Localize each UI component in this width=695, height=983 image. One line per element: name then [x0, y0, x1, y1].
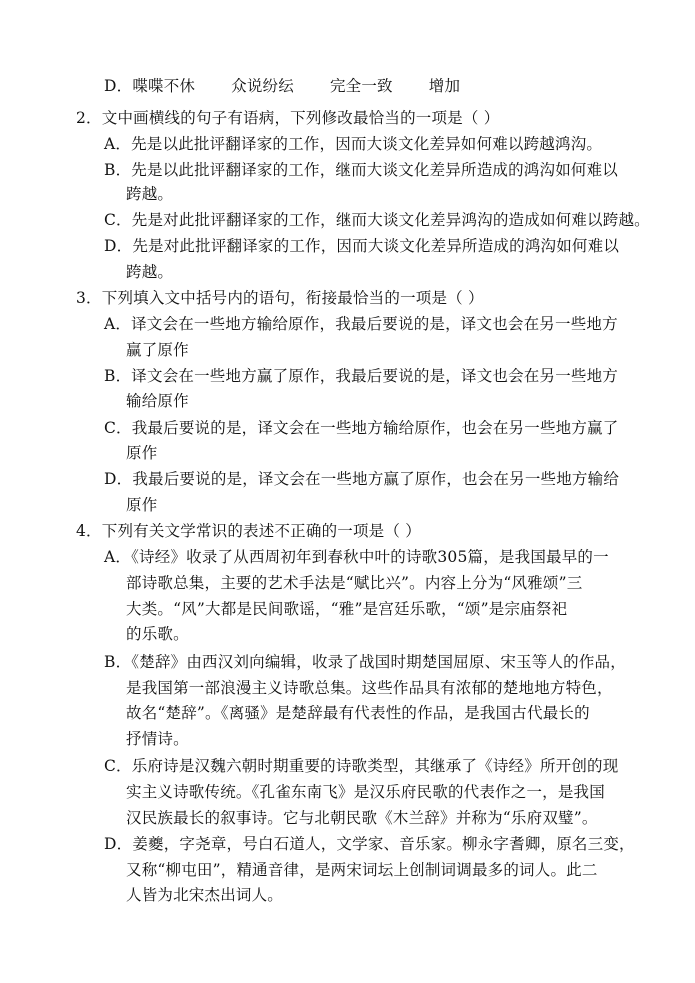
q4-option-a-line2: 部诗歌总集，主要的艺术手法是“赋比兴”。内容上分为“风雅颂”三	[126, 574, 583, 592]
q4-option-c-line3: 汉民族最长的叙事诗。它与北朝民歌《木兰辞》并称为“乐府双璧”。	[126, 809, 598, 827]
q4-option-b-line1: B．《楚辞》由西汉刘向编辑，收录了战国时期楚国屈原、宋玉等人的作品，	[104, 653, 626, 671]
q4-option-c-line1: C．乐府诗是汉魏六朝时期重要的诗歌类型，其继承了《诗经》所开创的现	[104, 757, 619, 775]
q3-option-c-line2: 原作	[126, 444, 158, 462]
q1-option-d-label: D．	[104, 77, 133, 95]
q4-option-b-line2: 是我国第一部浪漫主义诗歌总集。这些作品具有浓郁的楚地地方特色，	[126, 679, 613, 697]
q3-option-b-line1: B．译文会在一些地方赢了原作，我最后要说的是，译文也会在另一些地方	[104, 367, 618, 385]
q2-option-b-line1: B．先是以此批评翻译家的工作，继而大谈文化差异所造成的鸿沟如何难以	[104, 161, 618, 179]
q3-option-c-line1: C．我最后要说的是，译文会在一些地方输给原作，也会在另一些地方赢了	[104, 419, 619, 437]
q2-option-d-line2: 跨越。	[126, 263, 174, 281]
q3-option-d-line1: D．我最后要说的是，译文会在一些地方赢了原作，也会在另一些地方输给	[104, 470, 620, 488]
q4-option-b-line3: 故名“楚辞”。《离骚》是楚辞最有代表性的作品，是我国古代最长的	[126, 704, 590, 722]
q2-option-d-line1: D．先是对此批评翻译家的工作，因而大谈文化差异所造成的鸿沟如何难以	[104, 237, 620, 255]
q3-option-b-line2: 输给原作	[126, 392, 189, 410]
q1-option-d-word-2: 众说纷纭	[231, 77, 294, 95]
q1-option-d	[104, 76, 460, 96]
q4-stem: 4．下列有关文学常识的表述不正确的一项是（ ）	[76, 522, 421, 540]
q2-option-c: C．先是对此批评翻译家的工作，继而大谈文化差异鸿沟的造成如何难以跨越。	[104, 211, 650, 229]
q4-option-d-line2: 又称“柳屯田”，精通音律，是两宋词坛上创制词调最多的词人。此二	[126, 861, 598, 879]
q4-option-a-line1: A．《诗经》收录了从西周初年到春秋中叶的诗歌305篇，是我国最早的一	[104, 548, 609, 566]
q1-option-d-word-3: 完全一致	[329, 77, 393, 95]
q4-option-b-line4: 抒情诗。	[126, 730, 189, 748]
q1-option-d-word-1: 喋喋不休	[132, 77, 196, 95]
q4-option-c-line2: 实主义诗歌传统。《孔雀东南飞》是汉乐府民歌的代表作之一，是我国	[126, 783, 605, 801]
q2-option-b-line2: 跨越。	[126, 185, 174, 203]
q4-option-d-line3: 人皆为北宋杰出词人。	[126, 886, 284, 904]
q3-stem: 3．下列填入文中括号内的语句，衔接最恰当的一项是（ ）	[76, 289, 484, 307]
q4-option-a-line3: 大类。“风”大都是民间歌谣，“雅”是宫廷乐歌，“颂”是宗庙祭祀	[126, 600, 568, 618]
q1-option-d-word-4: 增加	[428, 77, 461, 95]
q4-option-d-line1: D．姜夔，字尧章，号白石道人，文学家、音乐家。柳永字耆卿，原名三变，	[104, 835, 635, 853]
q3-option-a-line2: 赢了原作	[126, 341, 189, 359]
q3-option-d-line2: 原作	[126, 496, 158, 514]
q4-option-a-line4: 的乐歌。	[126, 625, 189, 643]
q3-option-a-line1: A．译文会在一些地方输给原作，我最后要说的是，译文也会在另一些地方	[104, 315, 618, 333]
q2-option-a: A．先是以此批评翻译家的工作，因而大谈文化差异如何难以跨越鸿沟。	[104, 135, 603, 153]
q2-stem: 2．文中画横线的句子有语病，下列修改最恰当的一项是（ ）	[76, 109, 500, 127]
